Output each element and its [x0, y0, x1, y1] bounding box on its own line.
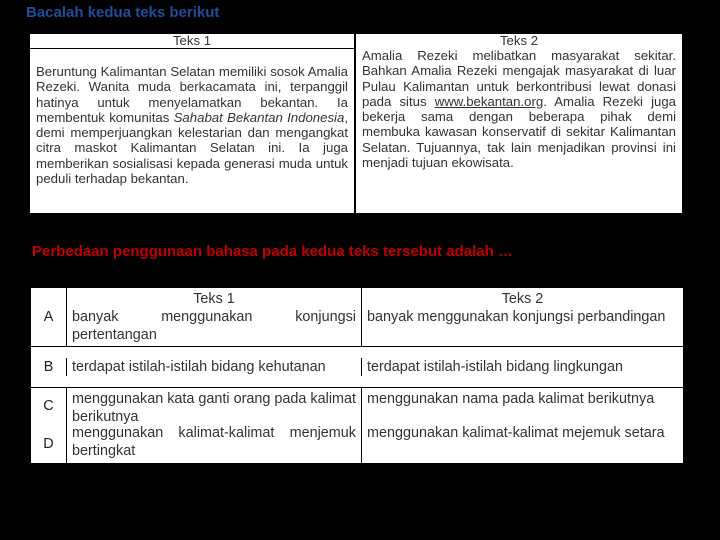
passage-text-2b: . Amalia Rezeki juga bekerja sama dengan beberapa pihak demi membuka kawasan konservatif di sekitar Kalimantan Selatan. Tujuannya, tak lain menjadikan provinsi ini menjadi tujuan ekowisata.	[362, 93, 677, 171]
option-letter: B	[31, 358, 67, 376]
option-b-teks-2: terdapat istilah-istilah bidang lingkungan	[367, 359, 624, 375]
community-name: Sahabat Bekantan Indonesia	[173, 109, 345, 125]
option-row-d[interactable]	[31, 424, 683, 464]
option-letter: D	[31, 424, 67, 464]
passage-text-1b: , demi memperjuangkan kelestarian dan mengangkat citra maskot Kalimantan Selatan ini. Ia juga memberikan sosialisasi kepada generasi muda untuk peduli terhadap bekantan.	[36, 109, 348, 187]
option-c-teks-2: menggunakan nama pada kalimat berikutnya	[367, 391, 655, 407]
option-text: banyak menggunakan konjungsi pertentangan	[72, 309, 356, 343]
passage-text-1a: Beruntung Kalimantan Selatan memiliki sosok Amalia Rezeki. Wanita muda berkacamata ini, terpanggil hatinya untuk menyelamatkan bekantan. Ia membentuk komunitas	[36, 64, 348, 125]
passage-header-teks-2: Teks 2	[499, 33, 539, 48]
option-d-teks-2: menggunakan kalimat-kalimat mejemuk setara	[367, 425, 665, 441]
instruction-title: Bacalah kedua teks berikut	[26, 4, 220, 21]
website-link[interactable]: www.bekantan.org	[434, 93, 544, 109]
option-a-teks-2	[362, 288, 683, 346]
option-b-teks-1: terdapat istilah-istilah bidang kehutanan	[67, 358, 362, 376]
column-header-teks-1: Teks 1	[193, 291, 235, 307]
option-a-teks-1	[67, 288, 362, 346]
option-row-c[interactable]	[31, 388, 683, 424]
passage-teks-1	[30, 34, 356, 213]
column-header-teks-2: Teks 2	[501, 291, 544, 307]
answer-options-table	[30, 287, 684, 464]
option-row-b[interactable]	[31, 347, 683, 388]
passage-teks-2	[356, 34, 682, 213]
passage-body-teks-2	[362, 48, 676, 170]
question-text: Perbedaan penggunaan bahasa pada kedua teks tersebut adalah …	[32, 243, 513, 260]
option-c-teks-1: menggunakan kata ganti orang pada kalimat berikutnya	[67, 388, 362, 424]
option-d-teks-1: menggunakan kalimat-kalimat menjemuk bertingkat	[67, 424, 362, 464]
passage-table	[28, 32, 684, 215]
passage-body-teks-1	[36, 49, 348, 186]
option-letter: C	[31, 388, 67, 424]
option-letter: A	[31, 288, 67, 346]
passage-header-teks-1: Teks 1	[30, 34, 354, 49]
option-row-a[interactable]	[31, 288, 683, 347]
option-text: banyak menggunakan konjungsi perbandingan	[367, 309, 666, 325]
passage-text-2a: Amalia Rezeki melibatkan masyarakat sekitar. Bahkan Amalia Rezeki mengajak masyarakat di luar Pulau Kalimantan untuk berkontribusi lewat donasi pada situs	[362, 48, 676, 109]
